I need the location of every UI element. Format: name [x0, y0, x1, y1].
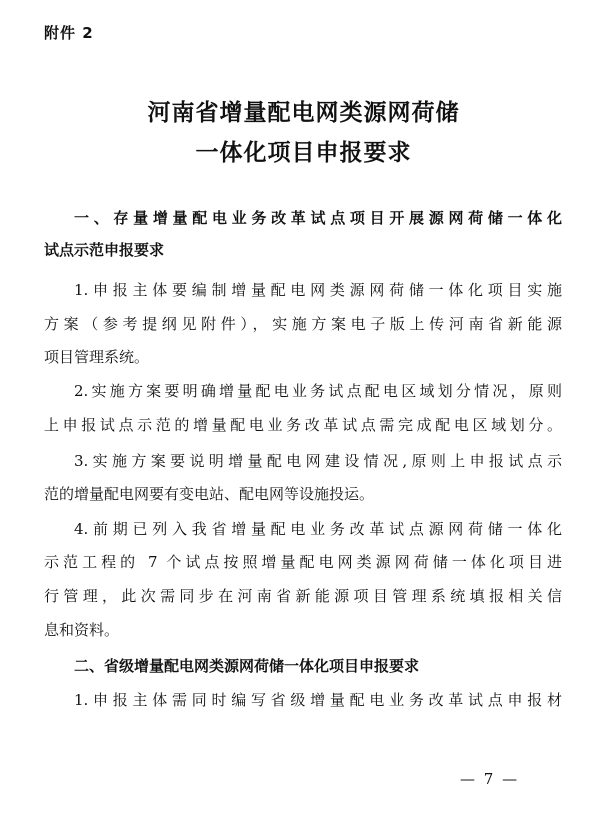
section-2-heading: 二、省级增量配电网类源网荷储一体化项目申报要求: [74, 657, 420, 675]
page-number: — 7 —: [460, 770, 520, 788]
section-2-item-1-line-1: 1.申报主体需同时编写省级增量配电业务改革试点申报材: [74, 691, 562, 709]
section-1-item-4-line-4: 息和资料。: [44, 621, 120, 639]
section-1-item-1-line-1: 1.申报主体要编制增量配电网类源网荷储一体化项目实施: [74, 281, 562, 299]
document-title-line-1: 河南省增量配电网类源网荷储: [147, 100, 460, 126]
section-1-item-4-line-2: 示范工程的 7 个试点按照增量配电网类源网荷储一体化项目进: [44, 553, 562, 571]
section-1-item-4-line-1: 4.前期已列入我省增量配电业务改革试点源网荷储一体化: [74, 520, 562, 538]
section-1-item-3-line-2: 范的增量配电网要有变电站、配电网等设施投运。: [44, 485, 375, 503]
section-1-heading-line-2: 试点示范申报要求: [44, 241, 165, 259]
section-1-item-1-line-3: 项目管理系统。: [44, 348, 150, 366]
section-1-item-4-line-3: 行管理，此次需同步在河南省新能源项目管理系统填报相关信: [44, 587, 562, 605]
section-1-heading-line-1: 一、存量增量配电业务改革试点项目开展源网荷储一体化: [74, 209, 562, 227]
attachment-label: 附件 2: [44, 24, 94, 42]
document-title-line-2: 一体化项目申报要求: [195, 140, 412, 166]
section-1-item-3-line-1: 3.实施方案要说明增量配电网建设情况,原则上申报试点示: [74, 452, 562, 470]
section-1-item-1-line-2: 方案（参考提纲见附件），实施方案电子版上传河南省新能源: [44, 315, 562, 333]
section-1-item-2-line-2: 上申报试点示范的增量配电业务改革试点需完成配电区域划分。: [44, 416, 562, 434]
section-1-item-2-line-1: 2.实施方案要明确增量配电业务试点配电区域划分情况，原则: [74, 382, 562, 400]
